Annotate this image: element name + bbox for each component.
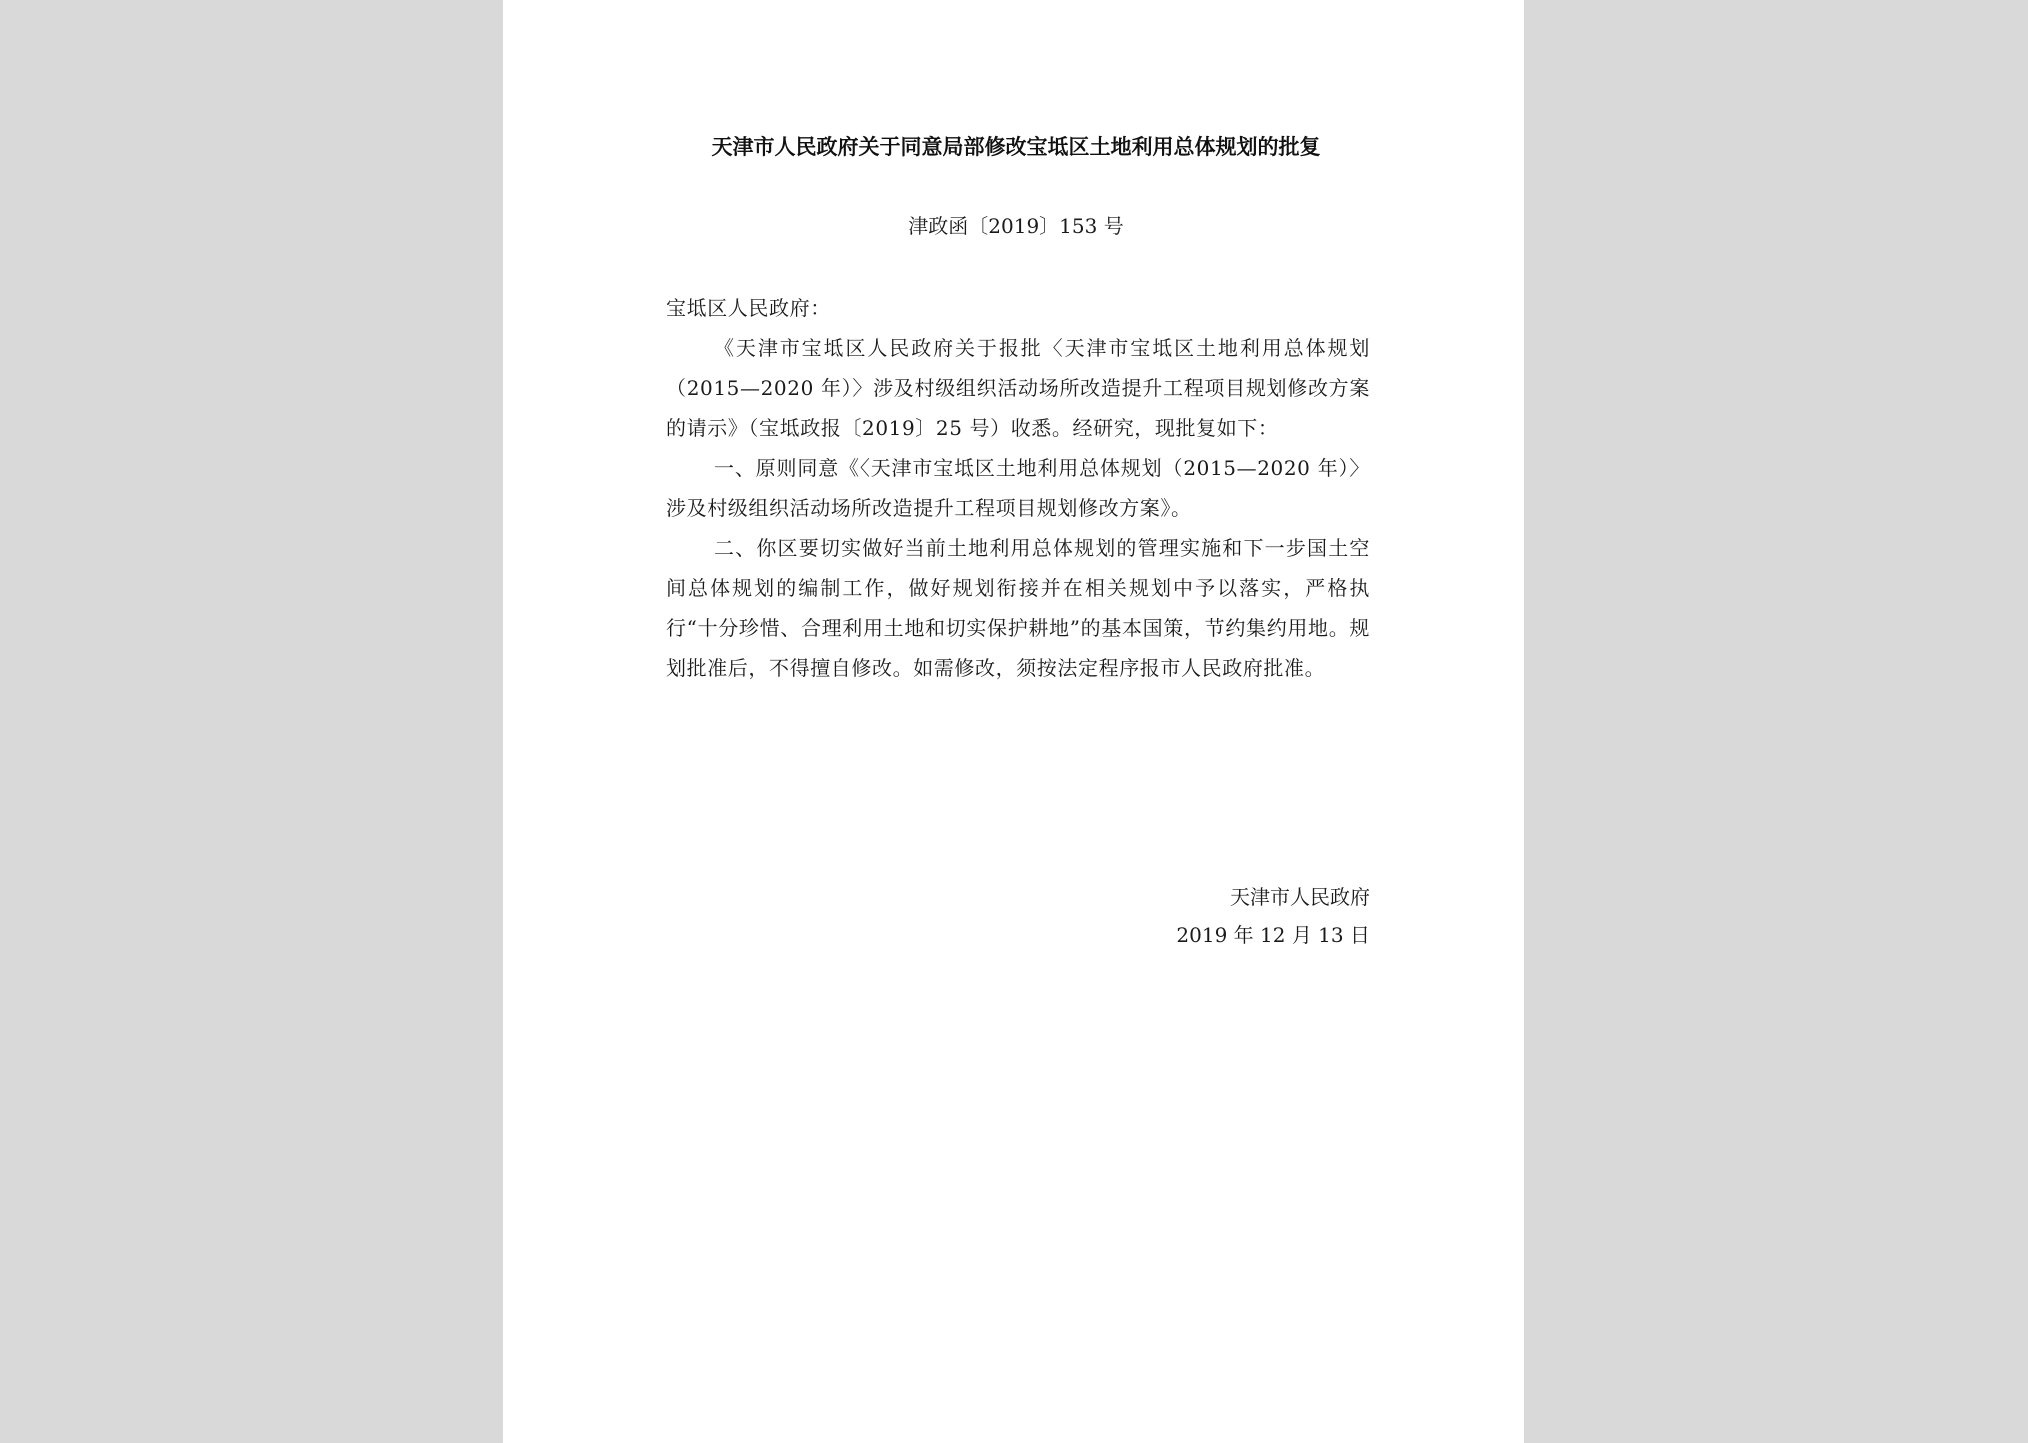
document-page bbox=[503, 0, 1524, 1443]
document-number: 津政函〔2019〕153 号 bbox=[908, 214, 1124, 238]
signature-block bbox=[666, 878, 1370, 954]
document-body bbox=[666, 288, 1370, 688]
body-paragraph: 二、你区要切实做好当前土地利用总体规划的管理实施和下一步国土空间总体规划的编制工作，做好规划衔接并在相关规划中予以落实，严格执行“十分珍惜、合理利用土地和切实保护耕地”的基本国策，节约集约用地。规划批准后，不得擅自修改。如需修改，须按法定程序报市人民政府批准。 bbox=[666, 536, 1370, 680]
body-paragraph: 《天津市宝坻区人民政府关于报批〈天津市宝坻区土地利用总体规划（2015—2020 年）〉涉及村级组织活动场所改造提升工程项目规划修改方案的请示》（宝坻政报〔2019〕25 号）收悉。经研究，现批复如下： bbox=[666, 336, 1370, 440]
document-title: 天津市人民政府关于同意局部修改宝坻区土地利用总体规划的批复 bbox=[711, 135, 1321, 159]
body-paragraph: 一、原则同意《〈天津市宝坻区土地利用总体规划（2015—2020 年）〉涉及村级组织活动场所改造提升工程项目规划修改方案》。 bbox=[666, 456, 1370, 520]
salutation: 宝坻区人民政府： bbox=[666, 296, 831, 320]
issue-date: 2019 年 12 月 13 日 bbox=[1176, 923, 1370, 947]
issuer-name: 天津市人民政府 bbox=[1230, 885, 1370, 909]
